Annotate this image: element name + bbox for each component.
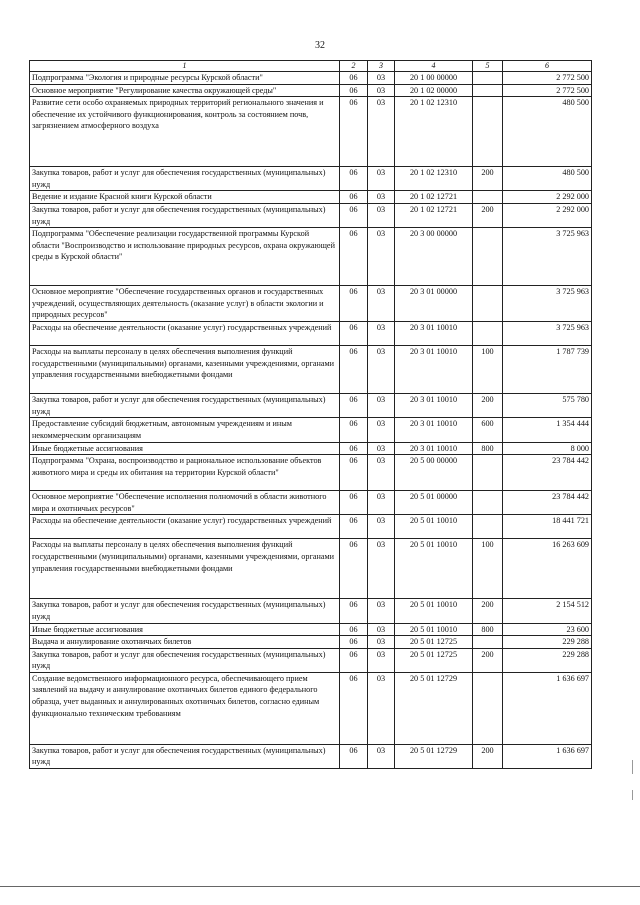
cell-section: 06 — [340, 636, 368, 649]
table-row — [30, 97, 592, 167]
table-row — [30, 167, 592, 191]
cell-expense-type: 600 — [473, 418, 503, 442]
cell-subsection: 03 — [368, 442, 395, 455]
cell-name: Иные бюджетные ассигнования — [30, 623, 340, 636]
cell-subsection: 03 — [368, 744, 395, 768]
cell-expense-type: 100 — [473, 539, 503, 599]
cell-expense-type — [473, 72, 503, 85]
cell-amount: 2 292 000 — [503, 191, 592, 204]
cell-name: Закупка товаров, работ и услуг для обеспечения государственных (муниципальных) нужд — [30, 599, 340, 623]
cell-target-article: 20 1 02 12721 — [395, 191, 473, 204]
scan-mark — [632, 760, 633, 774]
cell-target-article: 20 3 01 10010 — [395, 442, 473, 455]
cell-amount: 2 772 500 — [503, 84, 592, 97]
cell-subsection: 03 — [368, 191, 395, 204]
cell-expense-type — [473, 322, 503, 346]
cell-name: Основное мероприятие "Обеспечение государственных органов и государственных учреждений, осуществляющих деятельность (оказание услуг) в области экологии и природных ресурсов" — [30, 286, 340, 322]
cell-section: 06 — [340, 744, 368, 768]
cell-target-article: 20 5 01 10010 — [395, 623, 473, 636]
cell-amount: 1 354 444 — [503, 418, 592, 442]
cell-amount: 2 154 512 — [503, 599, 592, 623]
cell-section: 06 — [340, 97, 368, 167]
cell-name: Развитие сети особо охраняемых природных территорий регионального значения и обеспечение их устойчивого функционирования, контроль за состоянием почв, загрязнением атмосферного воздуха — [30, 97, 340, 167]
cell-expense-type — [473, 191, 503, 204]
table-row — [30, 442, 592, 455]
cell-target-article: 20 5 01 00000 — [395, 491, 473, 515]
cell-section: 06 — [340, 286, 368, 322]
cell-subsection: 03 — [368, 72, 395, 85]
cell-section: 06 — [340, 322, 368, 346]
table-row — [30, 203, 592, 227]
table-row — [30, 539, 592, 599]
cell-name: Закупка товаров, работ и услуг для обеспечения государственных (муниципальных) нужд — [30, 648, 340, 672]
cell-target-article: 20 1 02 12310 — [395, 97, 473, 167]
table-row — [30, 322, 592, 346]
cell-target-article: 20 3 01 10010 — [395, 346, 473, 394]
header-col-3: 3 — [368, 61, 395, 72]
cell-expense-type — [473, 491, 503, 515]
cell-expense-type — [473, 286, 503, 322]
cell-subsection: 03 — [368, 636, 395, 649]
cell-target-article: 20 3 01 10010 — [395, 394, 473, 418]
cell-expense-type — [473, 636, 503, 649]
table-row — [30, 191, 592, 204]
cell-name: Расходы на выплаты персоналу в целях обеспечения выполнения функций государственными (муниципальными) органами, казенными учреждениями, органами управления государственными внебюджетными фондами — [30, 346, 340, 394]
cell-section: 06 — [340, 346, 368, 394]
table-row — [30, 648, 592, 672]
table-row — [30, 515, 592, 539]
header-col-6: 6 — [503, 61, 592, 72]
cell-amount: 480 500 — [503, 167, 592, 191]
cell-name: Создание ведомственного информационного ресурса, обеспечивающего прием заявлений на выдачу и аннулирование охотничьих билетов единого федерального образца, учет выданных и аннулированных охотничьих билетов, согласно единым функционально техническим требованиям — [30, 672, 340, 744]
cell-name: Выдача и аннулирование охотничьих билетов — [30, 636, 340, 649]
cell-name: Основное мероприятие "Регулирование качества окружающей среды" — [30, 84, 340, 97]
cell-amount: 23 600 — [503, 623, 592, 636]
cell-amount: 23 784 442 — [503, 455, 592, 491]
cell-expense-type: 200 — [473, 394, 503, 418]
cell-expense-type: 200 — [473, 167, 503, 191]
cell-section: 06 — [340, 84, 368, 97]
cell-name: Расходы на обеспечение деятельности (оказание услуг) государственных учреждений — [30, 322, 340, 346]
table-body — [30, 72, 592, 769]
table-row — [30, 394, 592, 418]
cell-subsection: 03 — [368, 322, 395, 346]
cell-expense-type: 100 — [473, 346, 503, 394]
cell-section: 06 — [340, 191, 368, 204]
cell-expense-type — [473, 515, 503, 539]
cell-target-article: 20 5 01 12729 — [395, 744, 473, 768]
cell-target-article: 20 5 01 12725 — [395, 648, 473, 672]
budget-table — [29, 60, 592, 769]
cell-section: 06 — [340, 203, 368, 227]
header-col-1: 1 — [30, 61, 340, 72]
table-row — [30, 228, 592, 286]
cell-subsection: 03 — [368, 623, 395, 636]
cell-target-article: 20 5 01 10010 — [395, 515, 473, 539]
cell-target-article: 20 1 02 12310 — [395, 167, 473, 191]
cell-amount: 16 263 609 — [503, 539, 592, 599]
cell-expense-type: 800 — [473, 442, 503, 455]
cell-amount: 3 725 963 — [503, 322, 592, 346]
cell-name: Ведение и издание Красной книги Курской области — [30, 191, 340, 204]
cell-target-article: 20 5 01 12729 — [395, 672, 473, 744]
cell-target-article: 20 3 01 10010 — [395, 322, 473, 346]
cell-expense-type: 200 — [473, 203, 503, 227]
cell-name: Закупка товаров, работ и услуг для обеспечения государственных (муниципальных) нужд — [30, 203, 340, 227]
cell-section: 06 — [340, 72, 368, 85]
cell-target-article: 20 5 01 12725 — [395, 636, 473, 649]
cell-subsection: 03 — [368, 418, 395, 442]
cell-subsection: 03 — [368, 346, 395, 394]
cell-expense-type: 200 — [473, 599, 503, 623]
cell-target-article: 20 5 00 00000 — [395, 455, 473, 491]
cell-expense-type: 800 — [473, 623, 503, 636]
cell-section: 06 — [340, 491, 368, 515]
table-row — [30, 599, 592, 623]
page-number: 32 — [315, 40, 325, 51]
table-row — [30, 84, 592, 97]
table-row — [30, 636, 592, 649]
cell-subsection: 03 — [368, 455, 395, 491]
cell-amount: 2 772 500 — [503, 72, 592, 85]
cell-expense-type — [473, 455, 503, 491]
cell-name: Расходы на обеспечение деятельности (оказание услуг) государственных учреждений — [30, 515, 340, 539]
cell-section: 06 — [340, 418, 368, 442]
cell-section: 06 — [340, 167, 368, 191]
cell-amount: 1 636 697 — [503, 672, 592, 744]
cell-subsection: 03 — [368, 539, 395, 599]
cell-target-article: 20 5 01 10010 — [395, 599, 473, 623]
cell-subsection: 03 — [368, 167, 395, 191]
cell-amount: 575 780 — [503, 394, 592, 418]
cell-amount: 1 636 697 — [503, 744, 592, 768]
cell-amount: 2 292 000 — [503, 203, 592, 227]
cell-subsection: 03 — [368, 203, 395, 227]
cell-expense-type: 200 — [473, 648, 503, 672]
table-row — [30, 672, 592, 744]
table-row — [30, 744, 592, 768]
cell-expense-type — [473, 97, 503, 167]
cell-expense-type — [473, 228, 503, 286]
cell-expense-type: 200 — [473, 744, 503, 768]
table-row — [30, 72, 592, 85]
table-row — [30, 455, 592, 491]
cell-name: Расходы на выплаты персоналу в целях обеспечения выполнения функций государственными (муниципальными) органами, казенными учреждениями, органами управления государственными внебюджетными фондами — [30, 539, 340, 599]
cell-subsection: 03 — [368, 599, 395, 623]
table-row — [30, 418, 592, 442]
cell-amount: 23 784 442 — [503, 491, 592, 515]
cell-section: 06 — [340, 455, 368, 491]
cell-section: 06 — [340, 539, 368, 599]
header-row — [30, 61, 592, 72]
cell-amount: 480 500 — [503, 97, 592, 167]
table-row — [30, 491, 592, 515]
cell-target-article: 20 1 02 12721 — [395, 203, 473, 227]
table-row — [30, 286, 592, 322]
cell-target-article: 20 1 00 00000 — [395, 72, 473, 85]
cell-name: Предоставление субсидий бюджетным, автономным учреждениям и иным некоммерческим организациям — [30, 418, 340, 442]
header-col-4: 4 — [395, 61, 473, 72]
cell-target-article: 20 5 01 10010 — [395, 539, 473, 599]
cell-section: 06 — [340, 442, 368, 455]
cell-amount: 8 000 — [503, 442, 592, 455]
table-row — [30, 623, 592, 636]
cell-name: Иные бюджетные ассигнования — [30, 442, 340, 455]
cell-expense-type — [473, 672, 503, 744]
cell-target-article: 20 3 00 00000 — [395, 228, 473, 286]
bottom-rule — [0, 886, 640, 887]
cell-name: Подпрограмма "Охрана, воспроизводство и рациональное использование объектов животного мира и среды их обитания на территории Курской области" — [30, 455, 340, 491]
cell-section: 06 — [340, 599, 368, 623]
cell-subsection: 03 — [368, 97, 395, 167]
cell-subsection: 03 — [368, 515, 395, 539]
cell-subsection: 03 — [368, 491, 395, 515]
scan-mark — [632, 790, 633, 800]
cell-amount: 18 441 721 — [503, 515, 592, 539]
cell-subsection: 03 — [368, 228, 395, 286]
cell-name: Закупка товаров, работ и услуг для обеспечения государственных (муниципальных) нужд — [30, 167, 340, 191]
table-row — [30, 346, 592, 394]
cell-section: 06 — [340, 228, 368, 286]
cell-amount: 229 288 — [503, 648, 592, 672]
cell-name: Основное мероприятие "Обеспечение исполнения полномочий в области животного мира и охотничьих ресурсов" — [30, 491, 340, 515]
cell-target-article: 20 3 01 00000 — [395, 286, 473, 322]
header-col-5: 5 — [473, 61, 503, 72]
header-col-2: 2 — [340, 61, 368, 72]
cell-expense-type — [473, 84, 503, 97]
cell-name: Подпрограмма "Экология и природные ресурсы Курской области" — [30, 72, 340, 85]
cell-amount: 3 725 963 — [503, 228, 592, 286]
cell-subsection: 03 — [368, 84, 395, 97]
cell-amount: 1 787 739 — [503, 346, 592, 394]
cell-subsection: 03 — [368, 648, 395, 672]
cell-section: 06 — [340, 515, 368, 539]
cell-subsection: 03 — [368, 394, 395, 418]
cell-target-article: 20 3 01 10010 — [395, 418, 473, 442]
cell-section: 06 — [340, 648, 368, 672]
cell-name: Закупка товаров, работ и услуг для обеспечения государственных (муниципальных) нужд — [30, 744, 340, 768]
cell-amount: 229 288 — [503, 636, 592, 649]
cell-section: 06 — [340, 394, 368, 418]
cell-subsection: 03 — [368, 672, 395, 744]
cell-subsection: 03 — [368, 286, 395, 322]
cell-name: Закупка товаров, работ и услуг для обеспечения государственных (муниципальных) нужд — [30, 394, 340, 418]
cell-amount: 3 725 963 — [503, 286, 592, 322]
cell-section: 06 — [340, 623, 368, 636]
cell-name: Подпрограмма "Обеспечение реализации государственной программы Курской области "Воспроизводство и использование природных ресурсов, охрана окружающей среды в Курской области" — [30, 228, 340, 286]
cell-section: 06 — [340, 672, 368, 744]
cell-target-article: 20 1 02 00000 — [395, 84, 473, 97]
